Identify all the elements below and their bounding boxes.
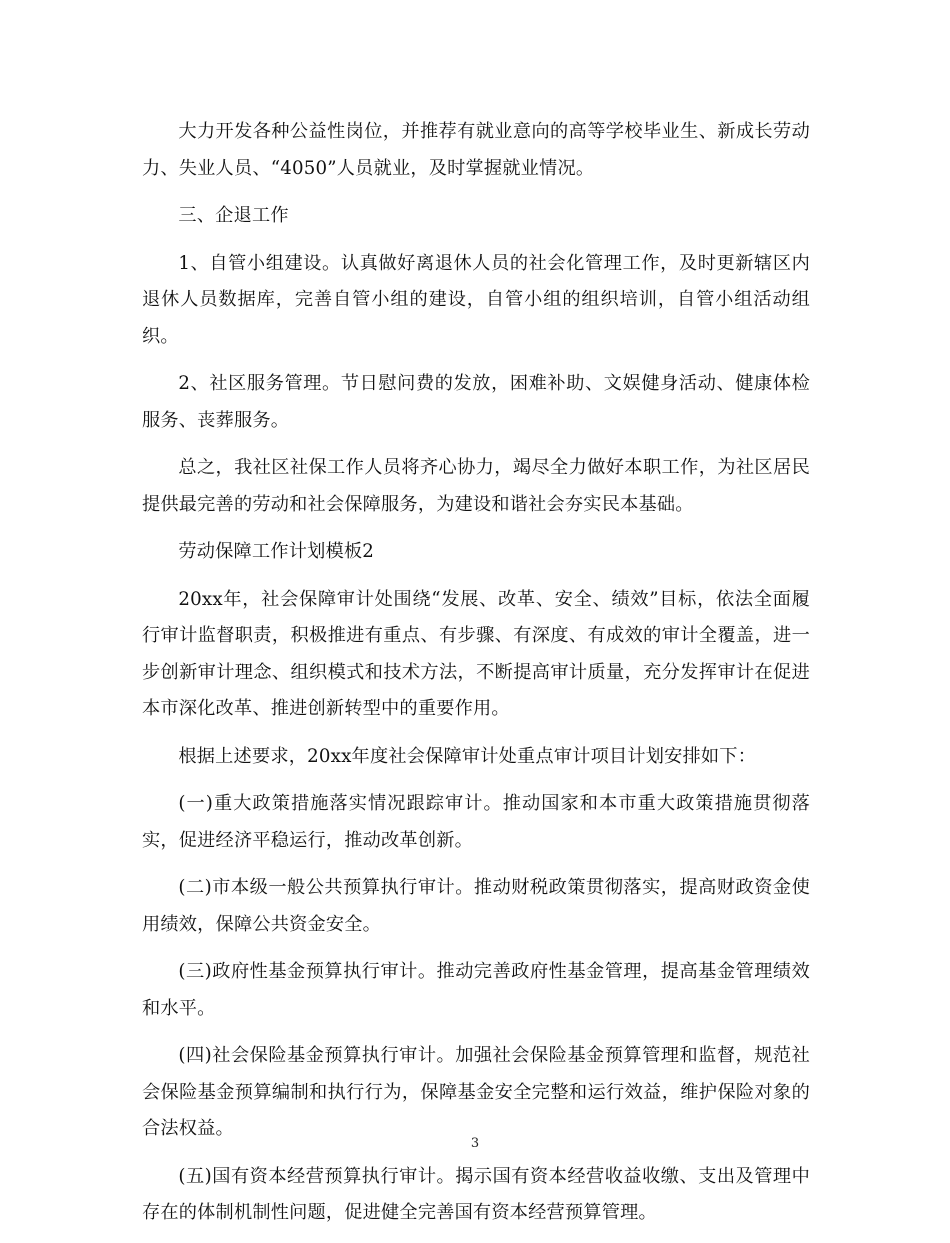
paragraph-self-management: 1、自管小组建设。认真做好离退休人员的社会化管理工作，及时更新辖区内退休人员数据库，完善自管小组的建设，自管小组的组织培训，自管小组活动组织。 bbox=[142, 252, 810, 347]
list-item-audit-2: (二)市本级一般公共预算执行审计。推动财税政策贯彻落实，提高财政资金使用绩效，保障公共资金安全。 bbox=[142, 877, 810, 935]
page-number: 3 bbox=[470, 1136, 480, 1151]
list-item-audit-4: (四)社会保险基金预算执行审计。加强社会保险基金预算管理和监督，规范社会保险基金预算编制和执行行为，保障基金安全完整和运行效益，维护保险对象的合法权益。 bbox=[142, 1045, 810, 1139]
list-item-audit-1: (一)重大政策措施落实情况跟踪审计。推动国家和本市重大政策措施贯彻落实，促进经济平稳运行，推动改革创新。 bbox=[142, 793, 810, 851]
paragraph-community-service: 2、社区服务管理。节日慰问费的发放，困难补助、文娱健身活动、健康体检服务、丧葬服务。 bbox=[142, 373, 810, 431]
section-heading-retirement: 三、企退工作 bbox=[178, 205, 289, 226]
paragraph-employment: 大力开发各种公益性岗位，并推荐有就业意向的高等学校毕业生、新成长劳动力、失业人员、“4050”人员就业，及时掌握就业情况。 bbox=[142, 121, 810, 179]
document-body bbox=[142, 114, 810, 1243]
paragraph-audit-goals: 20xx年，社会保障审计处围绕“发展、改革、安全、绩效”目标，依法全面履行审计监督职责，积极推进有重点、有步骤、有深度、有成效的审计全覆盖，进一步创新审计理念、组织模式和技术方法，不断提高审计质量，充分发挥审计在促进本市深化改革、推进创新转型中的重要作用。 bbox=[142, 588, 810, 719]
section-heading-template-2: 劳动保障工作计划模板2 bbox=[178, 541, 375, 562]
paragraph-summary: 总之，我社区社保工作人员将齐心协力，竭尽全力做好本职工作，为社区居民提供最完善的劳动和社会保障服务，为建设和谐社会夯实民本基础。 bbox=[142, 457, 810, 515]
list-item-audit-3: (三)政府性基金预算执行审计。推动完善政府性基金管理，提高基金管理绩效和水平。 bbox=[142, 961, 810, 1019]
paragraph-audit-plan-intro: 根据上述要求，20xx年度社会保障审计处重点审计项目计划安排如下： bbox=[178, 745, 757, 767]
list-item-audit-5: (五)国有资本经营预算执行审计。揭示国有资本经营收益收缴、支出及管理中存在的体制机制性问题，促进健全完善国有资本经营预算管理。 bbox=[142, 1165, 810, 1223]
